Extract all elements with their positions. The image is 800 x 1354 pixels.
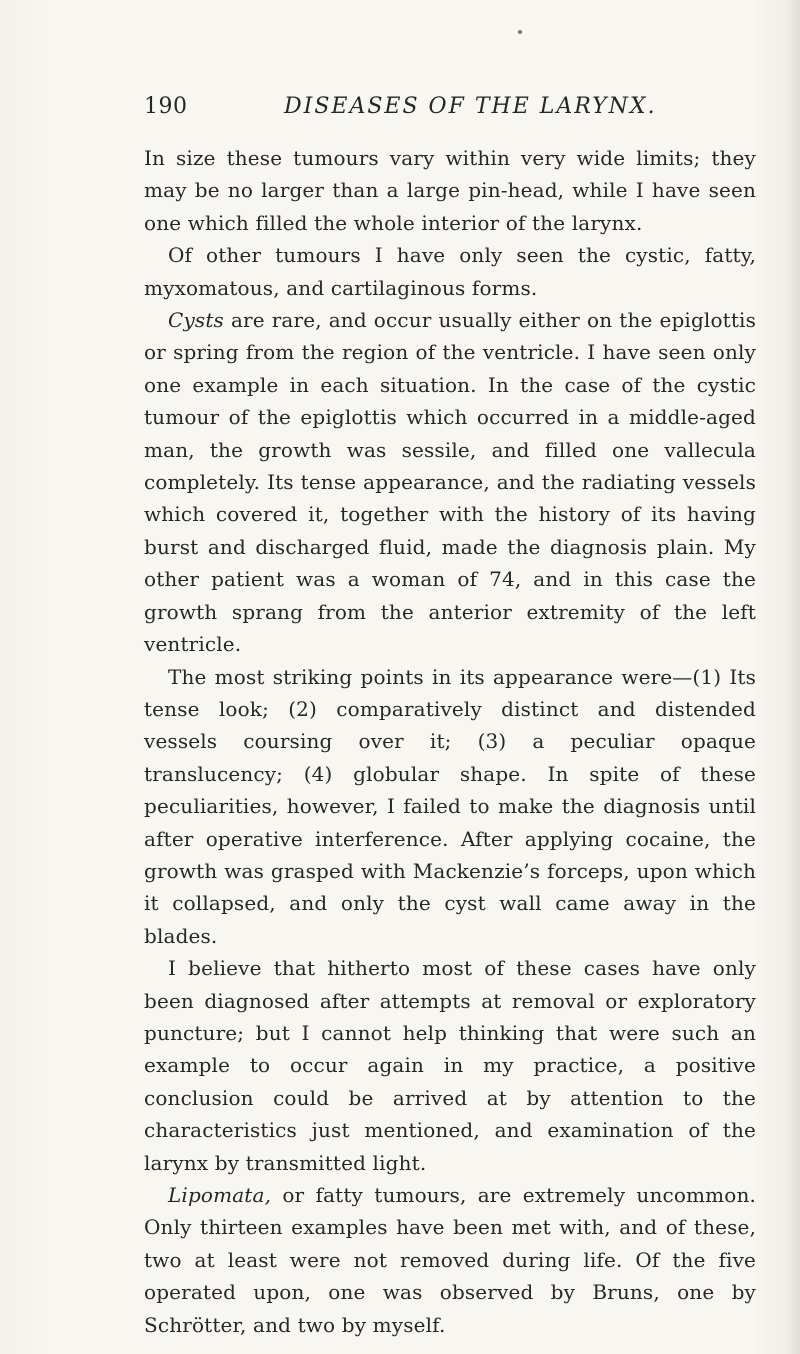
body-text bbox=[144, 142, 756, 1341]
paragraph-lipomata bbox=[144, 1179, 756, 1341]
running-header bbox=[144, 94, 754, 128]
paragraph-lead-term: Cysts bbox=[168, 308, 224, 333]
paragraph-text: I believe that hitherto most of these cases have only been diagnosed after attempts at removal or exploratory puncture; but I cannot help thinking that were such an example to occur again in my practice, a positive conclusion could be arrived at by attention to the characteristics just mentioned, and examination of the larynx by transmitted light. bbox=[144, 956, 756, 1175]
paragraph-striking-points bbox=[144, 661, 756, 953]
paragraph-text: or fatty tumours, are extremely uncommon. Only thirteen examples have been met with, and of these, two at least were not removed during life. Of the five operated upon, one was observed by Bruns, one by Schrötter, and two by myself. bbox=[144, 1183, 756, 1337]
paragraph-cysts bbox=[144, 304, 756, 660]
paragraph-other-tumours bbox=[144, 239, 756, 304]
paragraph-text: are rare, and occur usually either on the epiglottis or spring from the region of the ventricle. I have seen only one example in each situation. In the case of the cystic tumour of the epiglottis which occurred in a middle-aged man, the growth was sessile, and filled one vallecula completely. Its tense appearance, and the radiating vessels which covered it, together with the history of its having burst and discharged fluid, made the diagnosis plain. My other patient was a woman of 74, and in this case the growth sprang from the anterior extremity of the left ventricle. bbox=[144, 308, 756, 657]
running-title: DISEASES OF THE LARYNX. bbox=[284, 94, 657, 119]
paper-speck bbox=[518, 30, 522, 34]
page-edge-shadow bbox=[786, 0, 800, 1354]
paragraph-text: Of other tumours I have only seen the cystic, fatty, myxomatous, and cartilaginous forms. bbox=[144, 243, 756, 300]
paragraph-tumour-size bbox=[144, 142, 756, 239]
paragraph-diagnosis bbox=[144, 952, 756, 1179]
paragraph-text: The most striking points in its appearance were—(1) Its tense look; (2) comparatively distinct and distended vessels coursing over it; (3) a peculiar opaque translucency; (4) globular shape. In spite of these peculiarities, however, I failed to make the diagnosis until after operative interference. After applying cocaine, the growth was grasped with Mackenzie’s forceps, upon which it collapsed, and only the cyst wall came away in the blades. bbox=[144, 664, 756, 948]
page-number: 190 bbox=[144, 94, 188, 119]
paragraph-lead-term: Lipomata, bbox=[168, 1183, 272, 1207]
paragraph-text: In size these tumours vary within very wide limits; they may be no larger than a large pin-head, while I have seen one which filled the whole interior of the larynx. bbox=[144, 146, 756, 235]
